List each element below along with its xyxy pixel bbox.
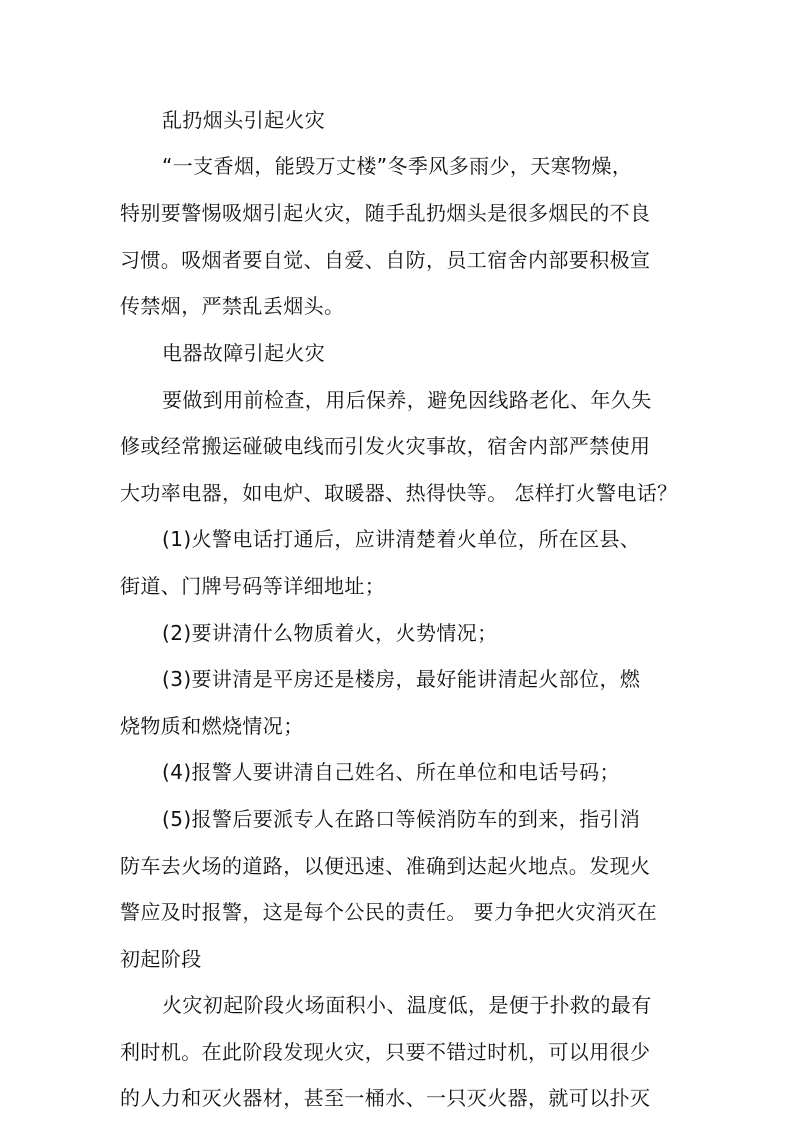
list-item-line: 街道、门牌号码等详细地址；: [120, 574, 386, 598]
heading-electrical-fire: 电器故障引起火灾: [162, 341, 326, 365]
list-item-line: (1)火警电话打通后，应讲清楚着火单位，所在区县、: [162, 527, 641, 551]
list-item-line: (2)要讲清什么物质着火，火势情况；: [162, 621, 498, 645]
list-item-line: 烧物质和燃烧情况；: [120, 714, 304, 738]
paragraph-line: 利时机。在此阶段发现火灾，只要不错过时机，可以用很少: [120, 1040, 651, 1064]
paragraph-line: 火灾初起阶段火场面积小、温度低，是便于扑救的最有: [162, 993, 652, 1017]
paragraph-line: 传禁烟，严禁乱丢烟头。: [120, 294, 345, 318]
paragraph-line: 初起阶段: [120, 947, 202, 971]
list-item-line: (3)要讲清是平房还是楼房，最好能讲清起火部位，燃: [162, 667, 641, 691]
heading-cigarette-fire: 乱扔烟头引起火灾: [162, 108, 326, 132]
list-item-line: 警应及时报警，这是每个公民的责任。 要力争把火灾消灭在: [120, 900, 658, 924]
paragraph-line: 习惯。吸烟者要自觉、自爱、自防，员工宿舍内部要积极宣: [120, 248, 651, 272]
paragraph-line: “一支香烟，能毁万丈楼”冬季风多雨少，天寒物燥，: [162, 154, 633, 178]
paragraph-line: 的人力和灭火器材，甚至一桶水、一只灭火器，就可以扑灭: [120, 1086, 651, 1110]
paragraph-line: 大功率电器，如电炉、取暖器、热得快等。 怎样打火警电话？: [120, 481, 678, 505]
list-item-line: (4)报警人要讲清自己姓名、所在单位和电话号码；: [162, 760, 620, 784]
list-item-line: 防车去火场的道路，以便迅速、准确到达起火地点。发现火: [120, 854, 651, 878]
paragraph-line: 修或经常搬运碰破电线而引发火灾事故，宿舍内部严禁使用: [120, 434, 651, 458]
paragraph-line: 特别要警惕吸烟引起火灾，随手乱扔烟头是很多烟民的不良: [120, 201, 651, 225]
paragraph-line: 要做到用前检查，用后保养，避免因线路老化、年久失: [162, 388, 652, 412]
list-item-line: (5)报警后要派专人在路口等候消防车的到来，指引消: [162, 807, 641, 831]
